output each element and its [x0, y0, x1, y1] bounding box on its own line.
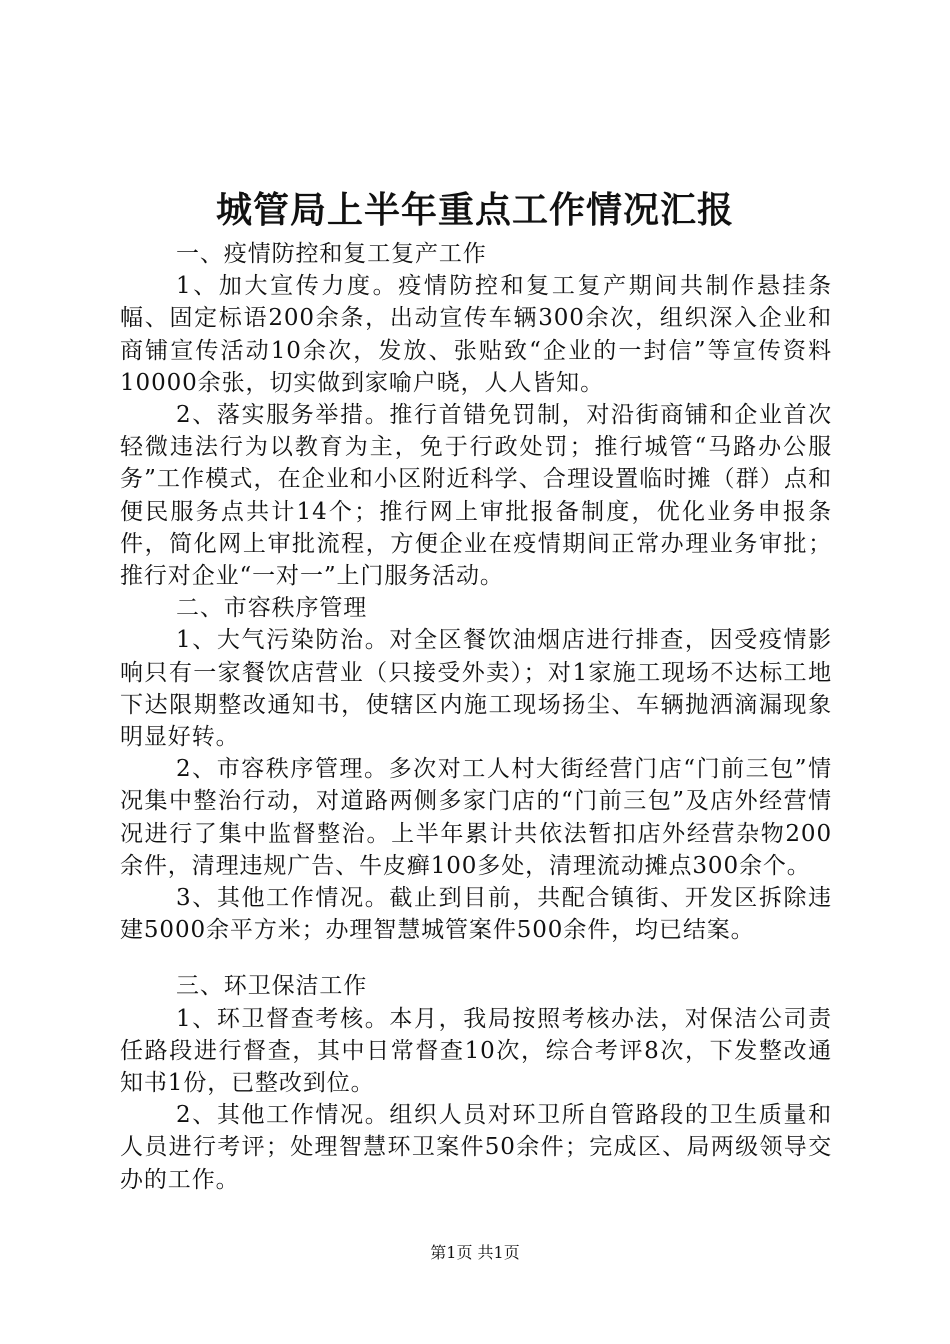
- paragraph: 2、落实服务举措。推行首错免罚制，对沿街商铺和企业首次轻微违法行为以教育为主，免于行政处罚；推行城管“马路办公服务”工作模式，在企业和小区附近科学、合理设置临时摊（群）点和便民服务点共计14个；推行网上审批报备制度，优化业务申报条件，简化网上审批流程，方便企业在疫情期间正常办理业务审批；推行对企业“一对一”上门服务活动。: [120, 402, 832, 590]
- page-footer: 第1页 共1页: [430, 1243, 520, 1262]
- paragraph: 2、市容秩序管理。多次对工人村大街经营门店“门前三包”情况集中整治行动，对道路两侧多家门店的“门前三包”及店外经营情况进行了集中监督整治。上半年累计共依法暂扣店外经营杂物200余件，清理违规广告、牛皮癣100多处，清理流动摊点300余个。: [120, 756, 832, 879]
- paragraph: 3、其他工作情况。截止到目前，共配合镇街、开发区拆除违建5000余平方米；办理智慧城管案件500余件，均已结案。: [120, 885, 832, 944]
- document-title: 城管局上半年重点工作情况汇报: [215, 189, 734, 231]
- section-heading: 二、市容秩序管理: [176, 595, 368, 622]
- paragraph: 1、大气污染防治。对全区餐饮油烟店进行排查，因受疫情影响只有一家餐饮店营业（只接受外卖）；对1家施工现场不达标工地下达限期整改通知书，使辖区内施工现场扬尘、车辆抛洒滴漏现象明显好转。: [120, 627, 832, 751]
- document-body: [120, 238, 832, 1196]
- paragraph: 1、加大宣传力度。疫情防控和复工复产期间共制作悬挂条幅、固定标语200余条，出动宣传车辆300余次，组织深入企业和商铺宣传活动10余次，发放、张贴致“企业的一封信”等宣传资料10000余张，切实做到家喻户晓，人人皆知。: [120, 273, 832, 396]
- section-heading: 三、环卫保洁工作: [176, 973, 368, 1000]
- blank-line: [120, 946, 832, 970]
- paragraph: 2、其他工作情况。组织人员对环卫所自管路段的卫生质量和人员进行考评；处理智慧环卫案件50余件；完成区、局两级领导交办的工作。: [120, 1102, 832, 1193]
- section-heading: 一、疫情防控和复工复产工作: [176, 241, 487, 267]
- paragraph: 1、环卫督查考核。本月，我局按照考核办法，对保洁公司责任路段进行督查，其中日常督查10次，综合考评8次，下发整改通知书1份，已整改到位。: [120, 1005, 832, 1097]
